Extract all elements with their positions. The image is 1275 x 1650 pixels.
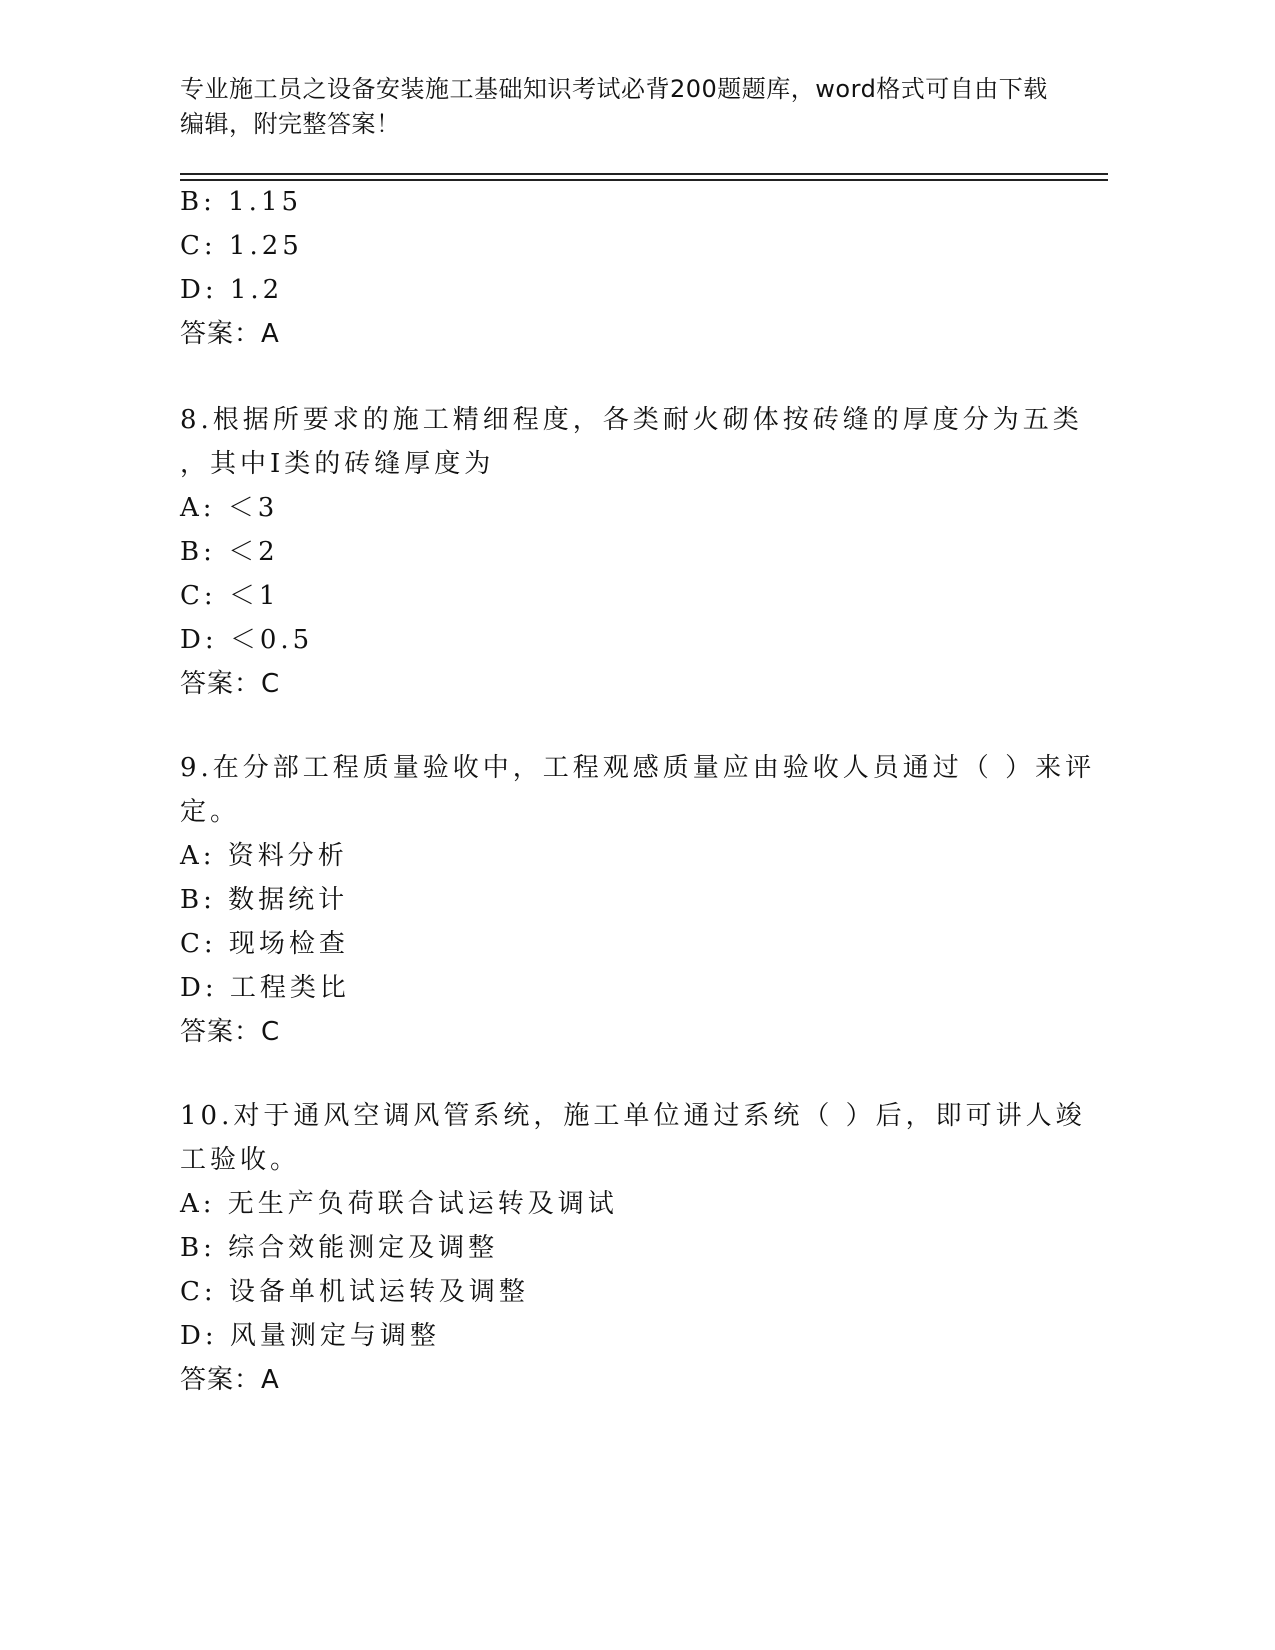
question-stem-line: 8.根据所要求的施工精细程度，各类耐火砌体按砖缝的厚度分为五类 — [180, 405, 1083, 435]
answer-line: 答案：A — [180, 1365, 280, 1395]
document-header — [180, 72, 1060, 142]
option-b: B: 数据统计 — [180, 885, 349, 915]
option-c: C: 现场检查 — [180, 929, 349, 959]
option-b: B: ＜2 — [180, 537, 279, 567]
option-c: C: 1.25 — [180, 231, 303, 261]
question-stem-line: ，其中Ⅰ类的砖缝厚度为 — [180, 449, 495, 479]
option-d: D: 风量测定与调整 — [180, 1321, 440, 1351]
option-d: D: 1.2 — [180, 275, 284, 305]
question-stem-line: 10.对于通风空调风管系统，施工单位通过系统（ ）后，即可讲人竣 — [180, 1101, 1086, 1131]
option-b: B: 综合效能测定及调整 — [180, 1233, 499, 1263]
option-a: A: ＜3 — [180, 493, 279, 523]
option-b: B: 1.15 — [180, 187, 303, 217]
option-c: C: ＜1 — [180, 581, 280, 611]
question-stem-line: 工验收。 — [180, 1145, 301, 1175]
header-divider-bottom — [180, 179, 1108, 181]
header-divider-top — [180, 173, 1108, 175]
option-a: A: 无生产负荷联合试运转及调试 — [180, 1189, 618, 1219]
option-d: D: 工程类比 — [180, 973, 350, 1003]
header-line-2: 编辑，附完整答案！ — [180, 110, 401, 138]
option-a: A: 资料分析 — [180, 841, 348, 871]
option-d: D: ＜0.5 — [180, 625, 314, 655]
option-c: C: 设备单机试运转及调整 — [180, 1277, 529, 1307]
answer-line: 答案：A — [180, 319, 280, 349]
answer-line: 答案：C — [180, 669, 281, 699]
answer-line: 答案：C — [180, 1017, 281, 1047]
header-line-1: 专业施工员之设备安装施工基础知识考试必背200题题库，word格式可自由下载 — [180, 75, 1048, 103]
question-stem-line: 定。 — [180, 797, 241, 827]
question-stem-line: 9.在分部工程质量验收中，工程观感质量应由验收人员通过（ ）来评 — [180, 753, 1096, 783]
